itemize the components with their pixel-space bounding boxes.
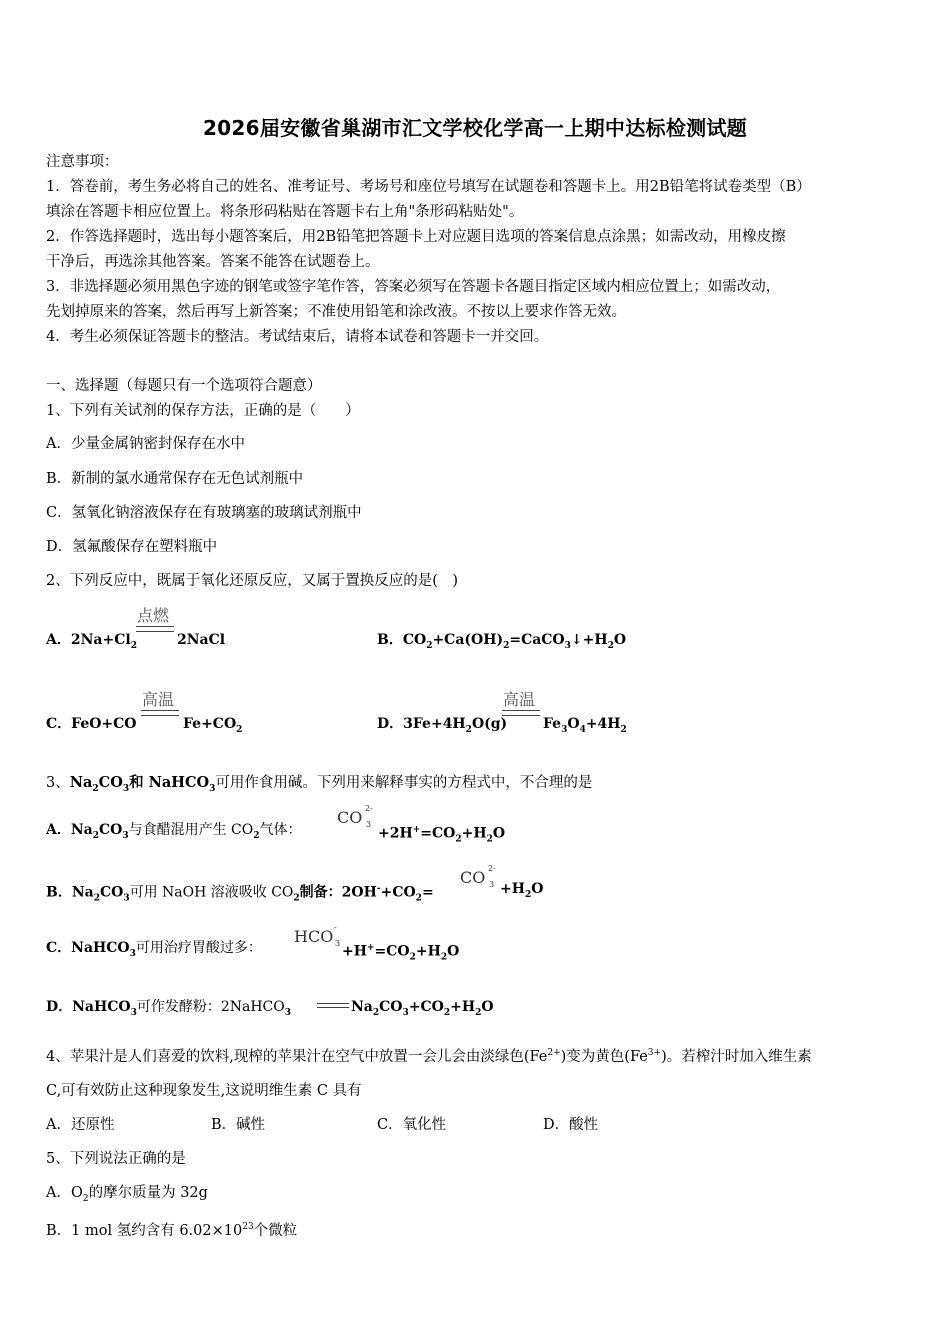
question-5-option-a: A．$O_2$的摩尔质量为 32g	[46, 1185, 208, 1204]
notice-line: 2．作答选择题时，选出每小题答案后，用2B铅笔把答题卡上对应题目选项的答案信息点涂黑；如需改动，用橡皮擦	[46, 229, 786, 245]
notice-line: 3．非选择题必须用黑色字迹的钢笔或签字笔作答，答案必须写在答题卡各题目指定区域内相应位置上；如需改动，	[46, 279, 781, 295]
condition-high-temp: 高温	[142, 690, 175, 709]
question-4-option-b: B．碱性	[211, 1117, 266, 1133]
question-4-stem: 4、苹果汁是人们喜爱的饮料,现榨的苹果汁在空气中放置一会儿会由淡绿色$(Fe^{2+})$变为黄色$(Fe^{3+})$。若榨汁时加入维生素	[46, 1048, 812, 1065]
question-2-option-c: C．FeO+CO	[46, 716, 137, 732]
question-2-option-c-product: $Fe+CO_2$	[183, 716, 243, 735]
question-3-option-b: B．$Na_2CO_3$可用 NaOH 溶液吸收 $CO_2$制备：$2OH^-+CO_2=$	[46, 884, 434, 904]
question-1-option-c: C．氢氧化钠溶液保存在有玻璃塞的玻璃试剂瓶中	[46, 505, 362, 521]
carbonate-ion: CO 2- 3	[460, 864, 496, 889]
question-4-stem-cont: C,可有效防止这种现象发生,这说明维生素 C 具有	[46, 1083, 362, 1099]
notice-line: 先划掉原来的答案，然后再写上新答案；不准使用铅笔和涂改液。不按以上要求作答无效。	[46, 304, 626, 320]
question-3-stem: 3、$Na_2CO_3$和 NaHCO$_3$可用作食用碱。下列用来解释事实的方程式中，不合理的是	[46, 774, 593, 794]
question-4-option-d: D．酸性	[543, 1117, 599, 1133]
question-3-option-b-equation: $+H_2O$	[500, 881, 544, 900]
question-3-option-a: A．$Na_2CO_3$与食醋混用产生 $CO_2$气体：	[46, 822, 302, 841]
reaction-arrow	[317, 1003, 349, 1008]
question-3-option-d: D．NaHCO$_3$可作发酵粉：2NaHCO$_3$	[46, 999, 292, 1018]
notice-line: 填涂在答题卡相应位置上。将条形码粘贴在答题卡右上角"条形码粘贴处"。	[46, 204, 524, 220]
question-2-option-a-product: 2NaCl	[177, 632, 226, 648]
question-3-option-d-equation: $Na_2CO_3+CO_2+H_2O$	[351, 999, 494, 1018]
question-4-option-a: A．还原性	[46, 1117, 115, 1133]
question-5-option-b: B．1 mol 氢约含有 $6.02\times 10^{23}$个微粒	[46, 1222, 298, 1239]
question-2-option-b: B．$CO_2+Ca(OH)_2=CaCO_3↓+H_2O$	[377, 632, 627, 651]
reaction-arrow	[136, 626, 174, 632]
question-3-option-c-equation: $+H^+=CO_2+H_2O$	[342, 943, 460, 963]
question-3-option-a-equation: $+2H^+=CO_2+H_2O$	[378, 825, 506, 845]
notice-line: 干净后，再选涂其他答案。答案不能答在试题卷上。	[46, 254, 380, 270]
notice-line: 4．考生必须保证答题卡的整洁。考试结束后，请将本试卷和答题卡一并交回。	[46, 329, 549, 345]
question-2-option-a: A．$2Na+Cl_2$	[46, 632, 137, 651]
reaction-arrow	[502, 710, 540, 716]
question-1-stem: 1、下列有关试剂的保存方法，正确的是（ ）	[46, 403, 360, 419]
question-1-option-d: D．氢氟酸保存在塑料瓶中	[46, 539, 218, 555]
question-3-option-c: C．NaHCO$_3$可用治疗胃酸过多：	[46, 940, 262, 959]
notice-line: 1．答卷前，考生务必将自己的姓名、准考证号、考场号和座位号填写在试题卷和答题卡上。用2B铅笔将试卷类型（B）	[46, 179, 811, 195]
page-title: 2026届安徽省巢湖市汇文学校化学高一上期中达标检测试题	[202, 116, 748, 140]
section-heading: 一、选择题（每题只有一个选项符合题意）	[46, 378, 322, 394]
question-2-option-d-product: $Fe_3O_4+4H_2$	[543, 716, 627, 735]
question-1-option-b: B．新制的氯水通常保存在无色试剂瓶中	[46, 471, 304, 487]
condition-high-temp: 高温	[503, 690, 536, 709]
carbonate-ion: CO 2- 3	[337, 804, 373, 829]
question-2-option-d: D．$3Fe+4H_2O(g)$	[377, 716, 508, 735]
question-5-stem: 5、下列说法正确的是	[46, 1151, 186, 1167]
condition-ignite: 点燃	[137, 606, 170, 625]
question-1-option-a: A．少量金属钠密封保存在水中	[46, 436, 245, 452]
question-4-option-c: C．氧化性	[377, 1117, 447, 1133]
notice-heading: 注意事项：	[46, 154, 119, 170]
bicarbonate-ion: HCO - 3	[294, 923, 341, 948]
reaction-arrow	[141, 710, 179, 716]
question-2-stem: 2、下列反应中，既属于氧化还原反应，又属于置换反应的是( )	[46, 573, 459, 589]
